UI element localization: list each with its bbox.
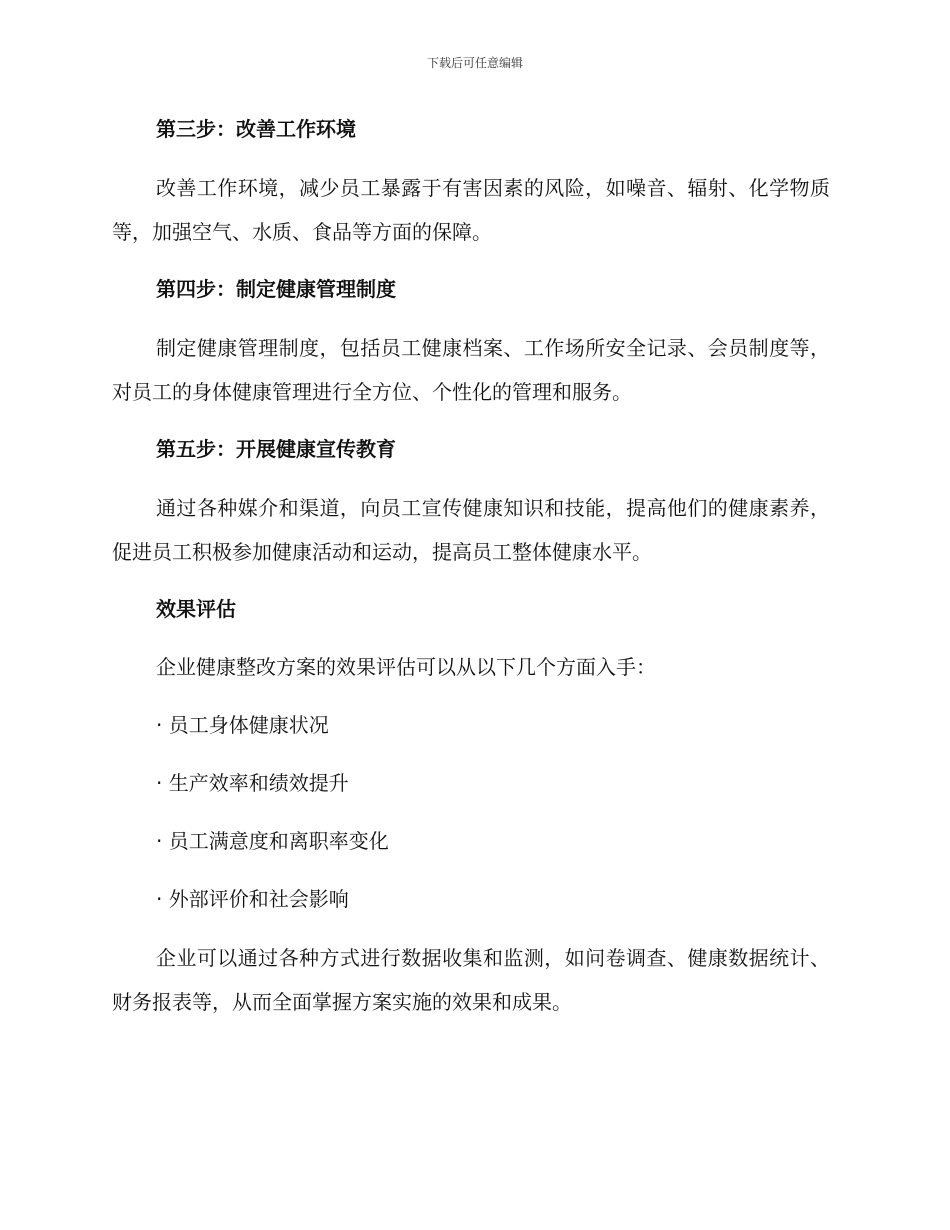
page-header: 下载后可任意编辑 bbox=[426, 56, 523, 70]
evaluation-closing-paragraph: 企业可以通过各种方式进行数据收集和监测，如问卷调查、健康数据统计、财务报表等，从而全面掌握方案实施的效果和成果。 bbox=[112, 946, 830, 1014]
step4-heading: 第四步：制定健康管理制度 bbox=[156, 277, 396, 301]
step5-paragraph: 通过各种媒介和渠道，向员工宣传健康知识和技能，提高他们的健康素养，促进员工积极参加健康活动和运动，提高员工整体健康水平。 bbox=[112, 496, 830, 564]
step5-heading: 第五步：开展健康宣传教育 bbox=[156, 437, 396, 461]
evaluation-intro: 企业健康整改方案的效果评估可以从以下几个方面入手： bbox=[156, 655, 656, 679]
step3-heading: 第三步：改善工作环境 bbox=[156, 117, 356, 141]
step4-paragraph: 制定健康管理制度，包括员工健康档案、工作场所安全记录、会员制度等，对员工的身体健康管理进行全方位、个性化的管理和服务。 bbox=[112, 336, 830, 404]
evaluation-bullet-efficiency: · 生产效率和绩效提升 bbox=[156, 771, 349, 795]
evaluation-bullet-satisfaction: · 员工满意度和离职率变化 bbox=[156, 829, 389, 853]
evaluation-bullet-health: · 员工身体健康状况 bbox=[156, 713, 329, 737]
evaluation-heading: 效果评估 bbox=[156, 597, 236, 621]
document-body bbox=[112, 108, 830, 1038]
step3-paragraph: 改善工作环境，减少员工暴露于有害因素的风险，如噪音、辐射、化学物质等，加强空气、水质、食品等方面的保障。 bbox=[112, 176, 830, 244]
evaluation-bullet-external: · 外部评价和社会影响 bbox=[156, 887, 349, 911]
